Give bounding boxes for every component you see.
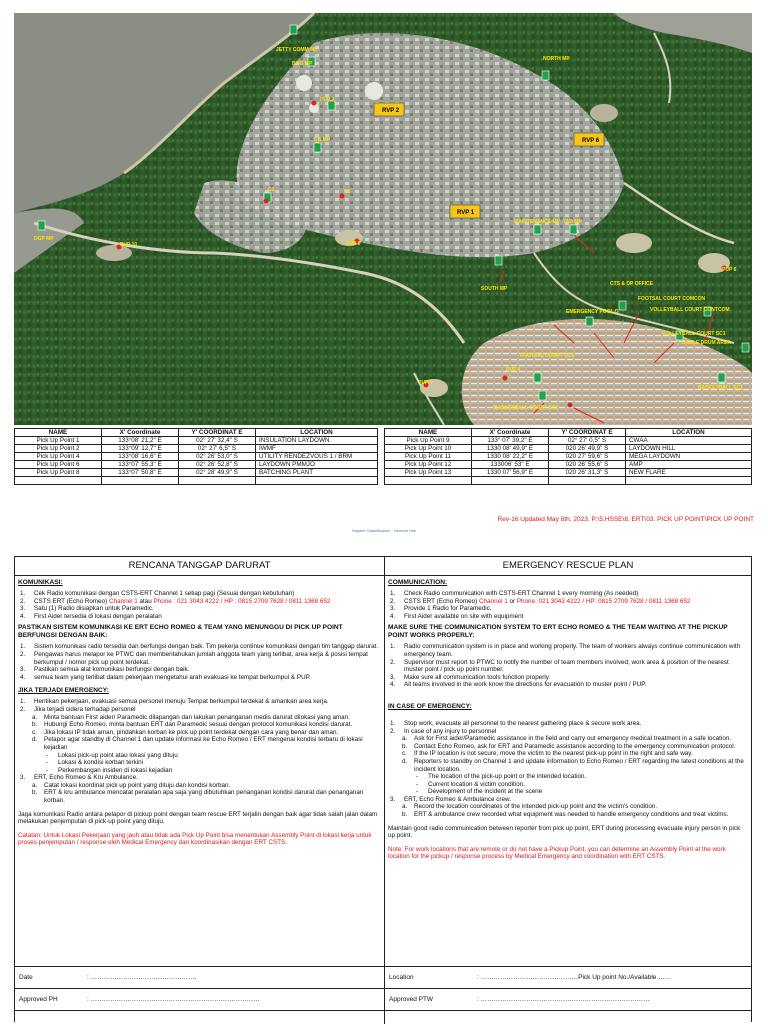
table-cell: MEGA LAYDOWN [626,453,752,461]
list-dash-item: The location of the pick-up point or the intended location. [428,773,587,781]
map-label: VOLLEYBALL COURT CONTCOM [650,307,730,313]
table-cell: 1330 08' 49,9" E [472,445,549,453]
list-subitem: ERT & ambulance crew recorded what equipment was needed to handle emergency conditions and treat victims. [414,811,729,819]
map-label: BASKETBALL SC1 [698,385,743,391]
list-item: Sistem komunikasi radio tersedia dan berfungsi dengan baik. Tim pekerja continue komunikasi dengan tim tanggap darurat. [34,643,379,651]
list-item: Provide 1 Radio for Paramedic. [404,605,492,613]
rvp1-label: RVP 1 [457,210,475,216]
table-cell: Pick Up Point 11 [385,453,472,461]
map-label: NORTH MP [543,56,570,62]
list-item: Make sure all communication tools function properly. [404,673,551,681]
list-dash-item: Perkembangan insiden di lokasi kejadian [58,766,173,774]
note: Note: For work locations that are remote or do not have a Pickup Point, you can determine an Assembly Point at the work location for the pickup / response process by Medical Emergency and coordination with ERT CSTS. [388,845,726,861]
map-label: SOUTH MP [481,286,508,292]
table-row [385,469,752,477]
map-label: PUP 1 [418,380,433,386]
table-row [15,461,378,469]
list-item: First Aider tersedia di lokasi dengan peralatan [34,612,162,620]
table-row [15,469,378,477]
table-cell: 02° 26' 53,0" S [179,453,256,461]
list-dash-item: Lokasi pick-up point atau lokasi yang dituju [58,751,178,759]
table-row [385,445,752,453]
plan-column-indonesian: RENCANA TANGGAP DARURAT KOMUNIKASI: 1. Cek Radio komunikasi dengan CSTS-ERT Channel 1 setiap pagi (Sesuai dengan kebutuhan) 2. CSTS ERT (Echo Romeo) Channel 1 atau Phone : 021 3043 4222 / HP : 0815 2709 7628 / 0811 1368 652 3. Satu (1) Radio disiapkan untuk Paramedic. 4. First Aider tersedia di lokasi dengan peralatan PASTIKAN SISTEM KOMUNIKASI KE ERT ECHO ROMEO & TEAM YANG MENUNGGU DI PICK UP POINT BERFUNGSI DENGAN BAIK: 1. Sistem komunikasi radio tersedia dan berfungsi dengan baik. Tim pekerja continue komunikasi dengan tim tanggap darurat. 2. Pengawas harus melapor ke PTWC dan memberitahukan jumlah anggota team yang terlibat, area kerja & posisi tempat berkumpul / nomor pick up point terdekat. 3. Pastikan semua alat komunikasi berfungsi dengan baik. 4. semua team yang terlibat dalam pekerjaan mengetahui arah evakuasi ke tempat berkumpul & PUP. JIKA TERJADI EMERGENCY: 1. Hentikan pekerjaan, evakuasi semua personel menuju Tempat berkumpul terdekat & amankan area kerja. 2. Jika terjadi cidera terhadap personel a. Minta bantuan First aider/ Paramedic dilapangan dan lakukan penanganan medis darurat dilokasi yang aman. b. Hubungi Echo Romeo, minta bantuan ERT dan Paramedic sesuai dengan protocol komunikasi kondisi darurat. c. Jika lokasi IP tidak aman, pindahkan korban ke pick up point terdekat dengan cara yang benar dan aman. d. Pelapor agar standby di Channel 1 dan update informasi ke Echo Romeo / ERT mengenai kondisi terbaru di lokasi kejadian - Lokasi pick-up point atau lokasi yang dituju - Lokasi & kondisi korban terkini - Perkembangan insiden di lokasi kejadian 3. ERT, Echo Romeo & Kru Ambulance. a. Catat lokasi koordinat pick up point yang dituju dan kondisi korban. b. ERT & kru ambulance mencatat peralatan apa saja yang dibutuhkan penanganan kondisi darurat dan penanganan korban. Jaga komunikasi Radio antara pelapor di pickup point dengan team rescue ERT terjalin dengan baik agar tidak salah jalan dalam melakukan penjemputan di pick-up point yang dituju. Catatan: Untuk Lokasi Pekerjaan yang jauh atau tidak ada Pick Up Point bisa menentukan Assembly Point di lokasi kerja untuk proses penjemputan / response oleh Medical Emergency dan koordinasikan dengan ERT CSTS. [15,557,385,1021]
list-subitem: If the IP location is not secure, move the victim to the nearest pick-up point in the right and safe way. [414,750,693,758]
table-cell: Pick Up Point 2 [15,445,102,453]
table-cell [256,477,378,485]
approved-ph-label: Approved PH [19,996,58,1003]
signature-row-1 [15,966,751,989]
table-cell: 020 27' 59,6" S [549,453,626,461]
map-label: EMERGENCY POOL D [566,309,619,315]
list-subitem: Hubungi Echo Romeo, minta bantuan ERT dan Paramedic sesuai dengan protocol komunikasi kondisi darurat. [44,721,353,729]
list-item: Supervisor must report to PTWC to notify the number of team members involved; work area & position of the nearest muster point / pick up point number. [404,658,729,674]
approved-ph-field[interactable]: : …………………………………………………………………… [87,996,260,1003]
table-cell: Pick Up Point 12 [385,461,472,469]
table-row [385,477,752,485]
list-item: ERT, Echo Romeo & Kru Ambulance. [34,774,138,782]
list-subitem: Pelapor agar standby di Channel 1 dan update informasi ke Echo Romeo / ERT mengenai kondisi terbaru di lokasi kejadian [44,736,363,751]
date-field[interactable]: : …………………………………………. [87,974,197,981]
map-label: C2 [344,189,351,195]
list-item: Jika terjadi cidera terhadap personel [34,705,136,713]
table-cell: Pick Up Point 1 [15,437,102,445]
table-cell: LAYDOWN PMMJO [256,461,378,469]
list-item: Radio communication system is in place and working properly. The team of workers always continue communication with emergency team. [404,643,741,658]
map-label: C1 [268,187,275,193]
table-cell: Pick Up Point 13 [385,469,472,477]
table-row [385,461,752,469]
map-label: DGP MP [34,236,54,242]
table-cell: 020 26' 31,3" S [549,469,626,477]
list-subitem: Minta bantuan First aider/ Paramedic dilapangan dan lakukan penanganan medis darurat dilokasi yang aman. [44,713,350,721]
signature-row-2 [15,988,751,1011]
col-header: Y' COORDINAT E [549,429,626,437]
list-subitem: Contact Echo Romeo, ask for ERT and Paramedic assistance according to the emergency communication protocol. [414,742,736,750]
table-cell [626,477,752,485]
table-cell: INSULATION LAYDOWN [256,437,378,445]
table-cell [472,477,549,485]
table-cell: 02° 26' 52,8" S [179,461,256,469]
table-cell: 020 26' 49,9" S [549,445,626,453]
table-row [385,437,752,445]
pickup-coordinates-table-right [384,428,752,485]
table-cell: 02° 27' 0,5" S [549,437,626,445]
phone-numbers: Phone: 021 3043 4222 / HP: 0815 2709 7628 / 0811 1368 652 [516,597,691,605]
phone-numbers: Phone : 021 3043 4222 / HP : 0815 2709 7628 / 0811 1368 652 [153,597,331,605]
table-cell: Pick Up Point 10 [385,445,472,453]
table-cell: 020 26' 55,6" S [549,461,626,469]
table-row [385,453,752,461]
map-label: BOG MP [292,61,313,67]
table-cell [549,477,626,485]
list-item: Satu (1) Radio disiapkan untuk Paramedic. [34,605,154,613]
table-cell: Pick Up Point 4 [15,453,102,461]
closing-paragraph: Jaga komunikasi Radio antara pelapor di pickup point dengan team rescue ERT terjalin dengan baik agar tidak salah jalan dalam melakukan penjemputan di pick-up point yang dituju. [18,810,378,826]
map-label: PUP 9 [346,241,361,247]
table-cell: 02° 27' 6,5" S [179,445,256,453]
table-cell: 133°07' 50,8" E [102,469,179,477]
list-subitem: Record the location coordinates of the intended pick-up point and the victim's condition. [414,803,658,811]
date-label: Date [19,974,33,981]
map-label: FOOTSAL COURT COMCON [638,296,706,302]
table-cell [385,477,472,485]
list-subitem: Catat lokasi koordinat pick up point yang dituju dan kondisi korban. [44,781,231,789]
col-header: LOCATION [626,429,752,437]
table-cell: AMP [626,461,752,469]
table-cell: Pick Up Point 8 [15,469,102,477]
table-cell: LAYDOWN HILL [626,445,752,453]
map-label: CB MP [314,137,331,143]
col-header: NAME [15,429,102,437]
table-cell: Pick Up Point 9 [385,437,472,445]
list-item: CSTS ERT (Echo Romeo) Channel 1 or Phone: 021 3043 4222 / HP: 0815 2709 7628 / 0811 1368 652 [404,597,691,605]
map-label: BASKETBALL COURT SC1 [494,405,559,411]
table-cell: 133006' 53" E [472,461,549,469]
table-row [15,445,378,453]
section-title: PASTIKAN SISTEM KOMUNIKASI KE ERT ECHO ROMEO & TEAM YANG MENUNGGU DI PICK UP POINT BERFUNGSI DENGAN BAIK: [18,624,343,640]
plan-header-id: RENCANA TANGGAP DARURAT [15,557,384,576]
table-cell: Pick Up Point 6 [15,461,102,469]
list-item: All teams involved in the work know the directions for evacuation to muster point / PUP. [404,681,647,689]
approved-ptw-label: Approved PTW [389,996,434,1003]
list-subitem: ERT & kru ambulance mencatat peralatan apa saja yang dibutuhkan penanganan kondisi darurat dan penanganan korban. [44,789,364,805]
map-label: MAINTENANCE MP [514,219,560,225]
section-title: KOMUNIKASI: [18,579,63,586]
col-header: Y' COORDINAT E [179,429,256,437]
list-item: First Aider available on site with equipment [404,612,524,620]
list-dash-item: Current location & victim condition. [428,780,525,788]
table-cell: IWMF [256,445,378,453]
table-cell: 133°08' 16,6" E [102,453,179,461]
table-cell: 133°09' 12,7" E [102,445,179,453]
list-item: CSTS ERT (Echo Romeo) Channel 1 atau Phone : 021 3043 4222 / HP : 0815 2709 7628 / 0811 1368 652 [34,597,331,605]
map-label: JETTY COMM MP [276,47,318,53]
table-header-row [15,429,378,437]
table-row [15,437,378,445]
plan-column-english: EMERGENCY RESCUE PLAN COMMUNICATION: 1. Check Radio communication with CSTS-ERT Channel 1 every morning (As needed) 2. CSTS ERT (Echo Romeo) Channel 1 or Phone: 021 3043 4222 / HP: 0815 2709 7628 / 0811 1368 652 3. Provide 1 Radio for Paramedic. 4. First Aider available on site with equipment MAKE SURE THE COMMUNICATION SYSTEM TO ERT ECHO ROMEO & THE TEAM WAITING AT THE PICKUP POINT WORKS PROPERLY: 1. Radio communication system is in place and working properly. The team of workers always continue communication with emergency team. 2. Supervisor must report to PTWC to notify the number of team members involved; work area & position of the nearest muster point / pick up point number. 3. Make sure all communication tools function properly. 4. All teams involved in the work know the directions for evacuation to muster point / PUP. IN CASE OF EMERGENCY: 1. Stop work, evacuate all personnel to the nearest gathering place & secure work area. 2. In case of any injury to personnel a. Ask for First aider/Paramedic assistance in the field and carry out emergency medical treatment in a safe location. b. Contact Echo Romeo, ask for ERT and Paramedic assistance according to the emergency communication protocol. c. If the IP location is not secure, move the victim to the nearest pick-up point in the right and safe way. d. Reporters to standby on Channel 1 and update information to Echo Romeo / ERT regarding the latest conditions at the incident location. - The location of the pick-up point or the intended location. - Current location & victim condition. - Development of the incident at the scene 3. ERT, Echo Romeo & Ambulance crew. a. Record the location coordinates of the intended pick-up point and the victim's condition. b. ERT & ambulance crew recorded what equipment was needed to handle emergency conditions and treat victims. Maintain good radio communication between reporter from pick up point, ERT during processing evacuate injury person in pick up point. Note: For work locations that are remote or do not have a Pickup Point, you can determine an Assembly Point at the work location for the pickup / response process by Medical Emergency and coordination with ERT CSTS. [385,557,751,1021]
table-cell [102,477,179,485]
table-cell: 1330 08' 22,2" E [472,453,549,461]
list-subitem: Reporters to standby on Channel 1 and update information to Echo Romeo / ERT regarding the latest conditions at the incident location. [414,757,744,773]
table-cell: CWAA [626,437,752,445]
list-item: Stop work, evacuate all personnel to the nearest gathering place & secure work area. [404,719,642,727]
list-item: Pengawas harus melapor ke PTWC dan memberitahukan jumlah anggota team yang terlibat, area kerja & posisi tempat berkumpul / nomor pick up point terdekat. [34,650,368,666]
col-header: LOCATION [256,429,378,437]
section-title: IN CASE OF EMERGENCY: [388,702,472,710]
site-map-image [14,13,752,425]
location-field[interactable]: : ………………………………………Pick Up point No./Available …… [477,974,672,981]
table-cell: 133°08' 21,2" E [102,437,179,445]
map-label: VOLLEYBALL COURT SC1 [662,331,726,337]
list-item: Check Radio communication with CSTS-ERT Channel 1 every morning (As needed) [404,590,639,597]
map-label: PUP 6 [722,267,737,273]
table-cell: BATCHING PLANT [256,469,378,477]
col-header: X' Coordinate [102,429,179,437]
classification-note: Saipem Classification - General Use [351,528,417,533]
table-cell: UTILITY RENDEZVOUS 1 / BRM [256,453,378,461]
map-label: CTS & DP OFFICE [610,281,653,287]
list-item: Pastikan semua alat komunikasi berfungsi dengan baik. [34,666,190,674]
site-map [14,13,752,425]
location-label: Location [389,974,414,981]
map-label: TAD MP [563,219,582,225]
list-dash-item: Development of the incident at the scene [428,788,543,796]
revision-note: Rev-16 Updated May 6th, 2023. P:\5.HSSE\8. ERT\03. PICK UP POINT\PICK UP POINT [497,516,754,523]
map-label: FOOTSAL COURT SC1 [520,353,575,359]
table-cell [179,477,256,485]
map-label: PUP 2 [320,97,335,103]
table-cell: 02° 28' 49,9" S [179,469,256,477]
col-header: NAME [385,429,472,437]
table-row [15,477,378,485]
signature-row-3 [15,1010,751,1024]
table-cell: NEW FLARE [626,469,752,477]
list-item: semua team yang terlibat dalam pekerjaan mengetahui arah evakuasi ke tempat berkumpul & PUP. [34,673,311,681]
rvp6-label: RVP 6 [582,138,600,144]
list-subitem: Jika lokasi IP tidak aman, pindahkan korban ke pick up point terdekat dengan cara yang benar dan aman. [44,728,339,736]
table-cell [15,477,102,485]
table-cell: 1330 07' 56,9" E [472,469,549,477]
emergency-plan-box [14,556,752,1022]
section-title: COMMUNICATION: [388,579,448,586]
col-header: X' Coordinate [472,429,549,437]
list-subitem: Ask for First aider/Paramedic assistance in the field and carry out emergency medical treatment in a safe location. [414,735,732,743]
table-row [15,453,378,461]
plan-header-en: EMERGENCY RESCUE PLAN [385,557,751,576]
table-header-row [385,429,752,437]
map-label: PUP 10 [120,242,138,248]
rvp2-label: RVP 2 [382,108,400,114]
list-item: ERT, Echo Romeo & Ambulance crew. [404,795,511,803]
list-item: Cek Radio komunikasi dengan CSTS-ERT Channel 1 setiap pagi (Sesuai dengan kebutuhan) [34,590,295,597]
list-item: In case of any injury to personnel [404,727,497,735]
section-title: MAKE SURE THE COMMUNICATION SYSTEM TO ERT ECHO ROMEO & THE TEAM WAITING AT THE PICKUP POINT WORKS PROPERLY: [388,624,728,640]
map-label: CABLE DRUM AREA [682,340,731,346]
pickup-coordinates-table-left [14,428,378,485]
table-cell: 02° 27' 32,4" S [179,437,256,445]
section-title: JIKA TERJADI EMERGENCY: [18,687,109,695]
table-cell: 133°07' 55,3" E [102,461,179,469]
list-dash-item: Lokasi & kondisi korban terkini [58,759,144,767]
approved-ptw-field[interactable]: : …………………………………………………………………… [477,996,650,1003]
catatan-note: Catatan: Untuk Lokasi Pekerjaan yang jauh atau tidak ada Pick Up Point bisa menentukan Assembly Point di lokasi kerja untuk proses penjemputan / response oleh Medical Emergency dan koordinasikan dengan ERT CSTS. [18,831,372,847]
table-cell: 133° 07' 39,2" E [472,437,549,445]
map-label: PUP 4 [506,367,521,373]
closing-paragraph: Maintain good radio communication between reporter from pick up point, ERT during processing evacuate injury person in pick up point. [388,824,741,840]
list-item: Hentikan pekerjaan, evakuasi semua personel menuju Tempat berkumpul terdekat & amankan area kerja. [34,698,329,706]
